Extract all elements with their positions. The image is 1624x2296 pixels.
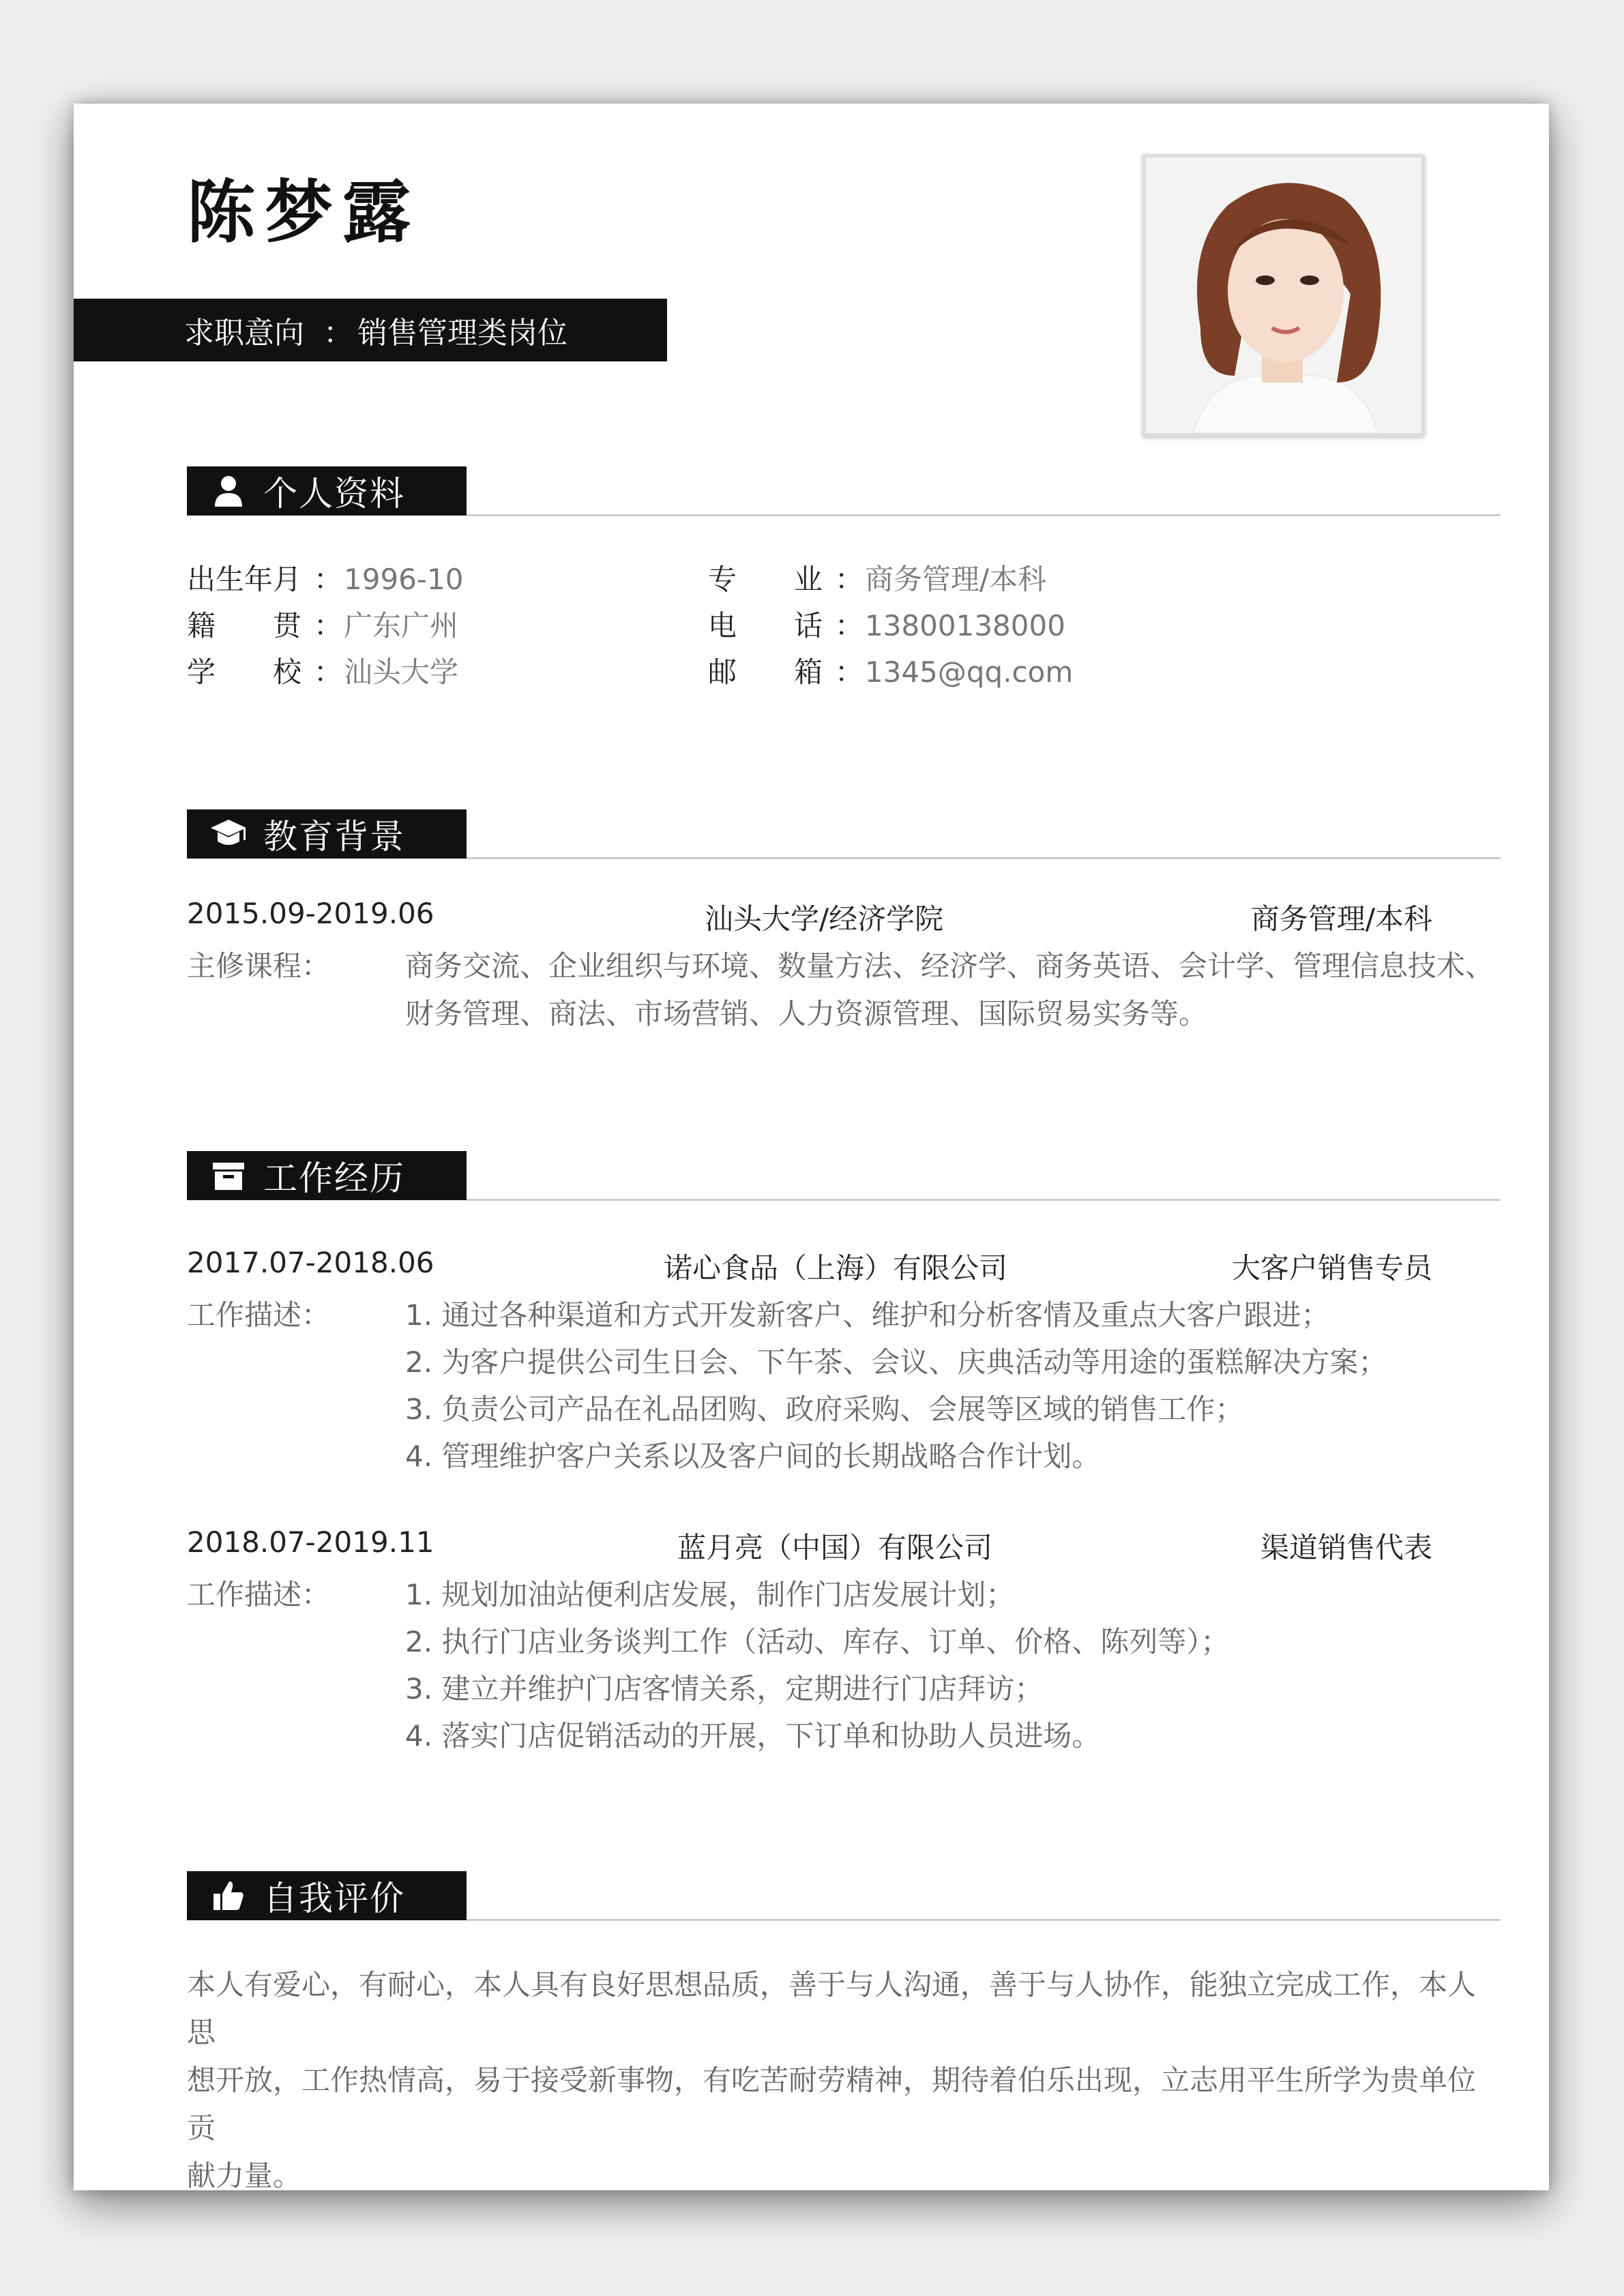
personal-info-left xyxy=(187,557,464,696)
section-header-personal xyxy=(187,466,1501,516)
section-bar xyxy=(187,1151,467,1200)
job-desc-item: 3. 负责公司产品在礼品团购、政府采购、会展等区域的销售工作； xyxy=(405,1392,1244,1426)
job-desc-item: 1. 通过各种渠道和方式开发新客户、维护和分析客情及重点大客户跟进； xyxy=(405,1298,1330,1332)
job-desc-label: 工作描述： xyxy=(187,1298,331,1332)
info-row-hometown xyxy=(187,603,464,650)
info-colon: ： xyxy=(314,609,343,642)
section-divider xyxy=(467,1919,1501,1921)
job-intent-value: 销售管理类岗位 xyxy=(357,316,567,351)
job-role: 渠道销售代表 xyxy=(1260,1531,1432,1564)
job-desc-item: 3. 建立并维护门店客情关系，定期进行门店拜访； xyxy=(405,1672,1044,1705)
section-divider xyxy=(467,1199,1501,1201)
job-desc-label: 工作描述： xyxy=(187,1578,331,1611)
section-title: 个人资料 xyxy=(263,474,405,513)
info-row-school xyxy=(187,650,464,696)
info-row-phone xyxy=(708,603,1073,650)
section-title: 工作经历 xyxy=(263,1159,405,1198)
section-header-education xyxy=(187,809,1501,859)
info-label: 电 话 xyxy=(708,609,823,642)
job-period: 2017.07-2018.06 xyxy=(187,1246,434,1279)
self-eval-line: 本人有爱心，有耐心，本人具有良好思想品质，善于与人沟通，善于与人协作，能独立完成工作，本人思 xyxy=(187,1968,1477,2049)
archive-box-icon xyxy=(207,1158,250,1193)
courses-line: 财务管理、商法、市场营销、人力资源管理、国际贸易实务等。 xyxy=(405,997,1208,1030)
portrait-image xyxy=(1146,158,1421,433)
courses-label: 主修课程： xyxy=(187,949,331,983)
info-value: 商务管理/本科 xyxy=(865,563,1047,596)
info-colon: ： xyxy=(314,655,343,689)
self-evaluation-text xyxy=(187,1961,1503,2200)
info-row-birth xyxy=(187,557,464,603)
courses-line: 商务交流、企业组织与环境、数量方法、经济学、商务英语、会计学、管理信息技术、 xyxy=(405,949,1494,983)
profile-photo xyxy=(1142,154,1425,436)
info-colon: ： xyxy=(835,563,864,596)
education-period: 2015.09-2019.06 xyxy=(187,897,434,930)
section-title: 自我评价 xyxy=(263,1879,405,1918)
job-period: 2018.07-2019.11 xyxy=(187,1525,434,1559)
candidate-name: 陈梦露 xyxy=(187,173,420,252)
section-bar xyxy=(187,1871,467,1920)
section-header-work xyxy=(187,1151,1501,1200)
info-label: 专 业 xyxy=(708,563,823,596)
info-colon: ： xyxy=(314,563,343,596)
info-value: 汕头大学 xyxy=(344,655,459,689)
job-company: 诺心食品（上海）有限公司 xyxy=(664,1251,1008,1285)
info-label: 邮 箱 xyxy=(708,655,823,689)
section-header-self-eval xyxy=(187,1871,1501,1920)
info-label: 学 校 xyxy=(187,655,302,689)
job-desc-item: 2. 执行门店业务谈判工作（活动、库存、订单、价格、陈列等）； xyxy=(405,1625,1230,1658)
job-desc-item: 4. 管理维护客户关系以及客户间的长期战略合作计划。 xyxy=(405,1440,1101,1473)
info-row-email xyxy=(708,650,1073,696)
info-value: 1996-10 xyxy=(344,563,464,596)
job-desc-item: 2. 为客户提供公司生日会、下午茶、会议、庆典活动等用途的蛋糕解决方案； xyxy=(405,1345,1387,1379)
section-bar xyxy=(187,466,467,516)
resume-page xyxy=(74,104,1549,2190)
self-eval-line: 献力量。 xyxy=(187,2159,302,2192)
info-value: 1345@qq.com xyxy=(865,655,1074,689)
job-intent-label: 求职意向 xyxy=(184,316,304,351)
job-desc-item: 1. 规划加油站便利店发展，制作门店发展计划； xyxy=(405,1578,1015,1611)
info-label: 出生年月 xyxy=(187,563,302,596)
user-icon xyxy=(207,473,250,509)
info-colon: ： xyxy=(835,655,864,689)
personal-info-right xyxy=(708,557,1073,696)
info-value: 13800138000 xyxy=(865,609,1065,642)
info-label: 籍 贯 xyxy=(187,609,302,642)
section-bar xyxy=(187,809,467,859)
thumbs-up-icon xyxy=(207,1878,250,1913)
section-divider xyxy=(467,514,1501,516)
graduation-cap-icon xyxy=(207,816,250,852)
job-company: 蓝月亮（中国）有限公司 xyxy=(677,1531,993,1564)
section-title: 教育背景 xyxy=(263,817,405,856)
info-value: 广东广州 xyxy=(344,609,459,642)
job-intent-colon: ： xyxy=(323,316,353,351)
info-row-major xyxy=(708,557,1073,603)
education-school: 汕头大学/经济学院 xyxy=(705,902,944,936)
education-degree: 商务管理/本科 xyxy=(1250,902,1432,936)
self-eval-line: 想开放，工作热情高，易于接受新事物，有吃苦耐劳精神，期待着伯乐出现，立志用平生所学为贵单位贡 xyxy=(187,2063,1477,2145)
job-desc-item: 4. 落实门店促销活动的开展，下订单和协助人员进场。 xyxy=(405,1719,1101,1753)
job-role: 大客户销售专员 xyxy=(1231,1251,1432,1285)
info-colon: ： xyxy=(835,609,864,642)
job-intent-bar xyxy=(74,299,667,361)
section-divider xyxy=(467,857,1501,859)
